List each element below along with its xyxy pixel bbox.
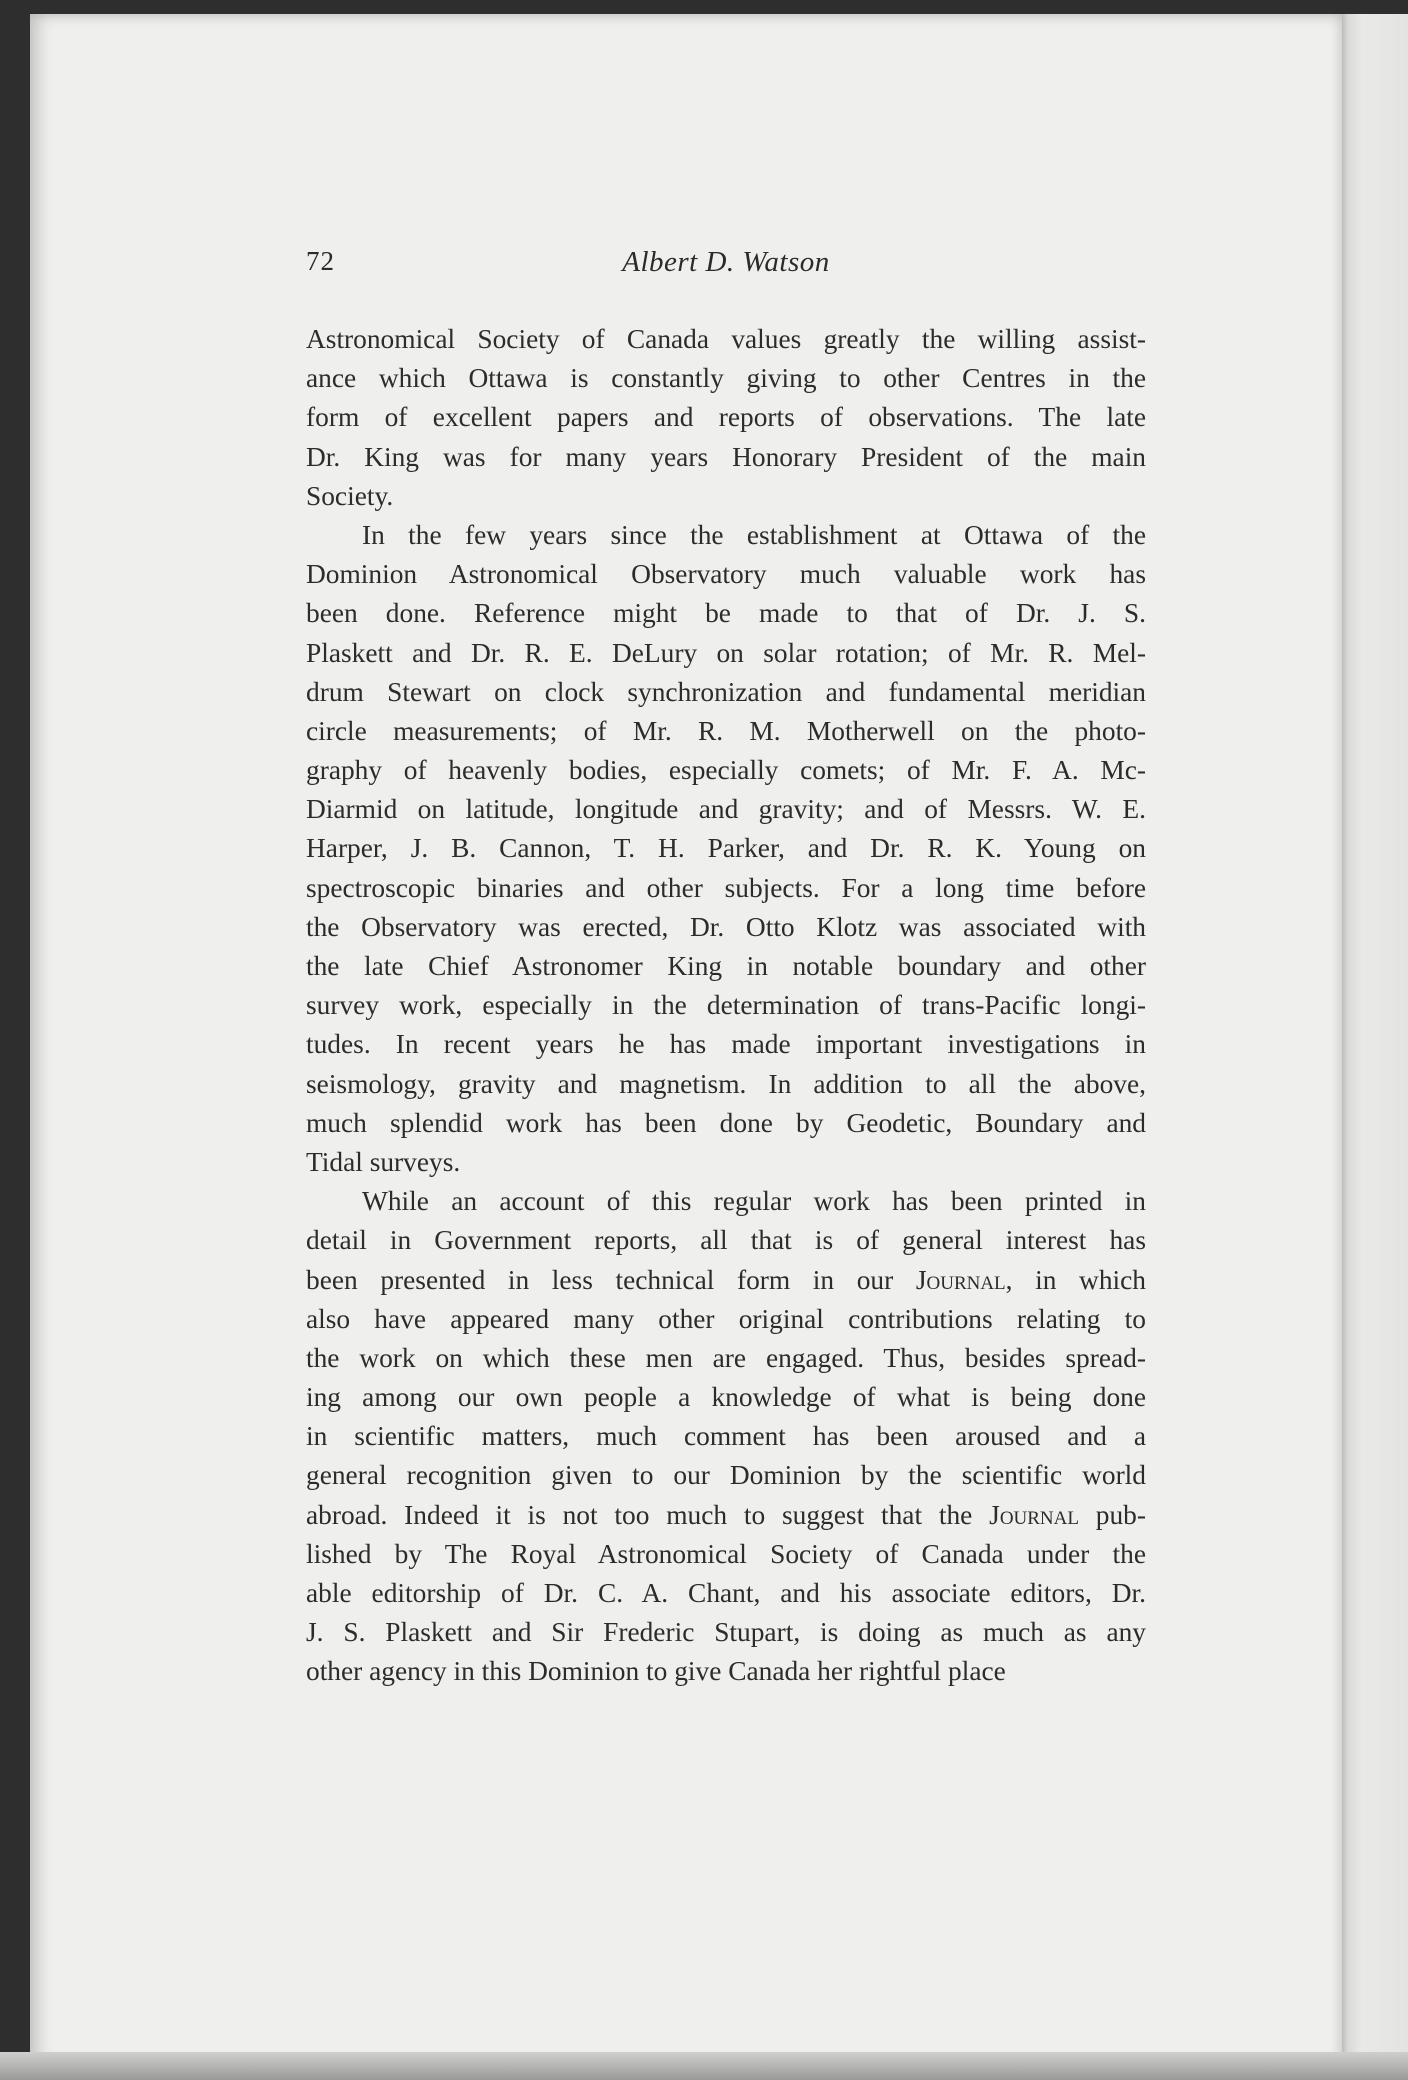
page-header — [306, 246, 1146, 288]
text-line: seismology, gravity and magnetism. In addition to all the above, — [306, 1068, 1146, 1099]
text-line: Diarmid on latitude, longitude and gravity; and of Messrs. W. E. — [306, 794, 1146, 825]
text-line: able editorship of Dr. C. A. Chant, and his associate editors, Dr. — [306, 1578, 1146, 1608]
body-text — [306, 320, 1146, 1692]
text-line: drum Stewart on clock synchronization and fundamental meridian — [306, 676, 1146, 707]
text-line smallcaps: been presented in less technical form in our Journal, in which — [306, 1264, 1146, 1295]
text-line: other agency in this Dominion to give Canada her rightful place — [306, 1656, 1006, 1687]
scan-bottom-edge — [0, 2052, 1408, 2080]
text-line: ance which Ottawa is constantly giving to other Centres in the — [306, 363, 1146, 394]
page-number: 72 — [306, 246, 335, 276]
text-line: Plaskett and Dr. R. E. DeLury on solar rotation; of Mr. R. Mel- — [306, 637, 1146, 668]
text-line: survey work, especially in the determination of trans-Pacific longi- — [306, 990, 1146, 1021]
text-line smallcaps: abroad. Indeed it is not too much to suggest that the Journal pub- — [306, 1499, 1147, 1530]
text-line: circle measurements; of Mr. R. M. Motherwell on the photo- — [306, 715, 1146, 746]
text-line: tudes. In recent years he has made important investigations in — [306, 1029, 1146, 1060]
text-line: been done. Reference might be made to that of Dr. J. S. — [306, 598, 1146, 629]
text-line: While an account of this regular work has been printed in — [362, 1186, 1146, 1217]
text-line: also have appeared many other original contributions relating to — [306, 1303, 1146, 1334]
text-line: J. S. Plaskett and Sir Frederic Stupart, is doing as much as any — [306, 1617, 1146, 1648]
text-line: spectroscopic binaries and other subjects. For a long time before — [306, 872, 1146, 903]
text-line: in scientific matters, much comment has been aroused and a — [306, 1421, 1146, 1452]
next-page-edge — [1342, 14, 1408, 2066]
text-line: the work on which these men are engaged. Thus, besides spread- — [306, 1342, 1146, 1373]
text-line: the late Chief Astronomer King in notable boundary and other — [306, 951, 1146, 981]
running-head: Albert D. Watson — [622, 246, 830, 278]
text-line: Dominion Astronomical Observatory much valuable work has — [306, 559, 1146, 590]
text-line: lished by The Royal Astronomical Society of Canada under the — [306, 1538, 1146, 1569]
text-line: the Observatory was erected, Dr. Otto Klotz was associated with — [306, 911, 1146, 942]
text-line: Society. — [306, 480, 394, 511]
text-line: Dr. King was for many years Honorary President of the main — [306, 441, 1146, 472]
text-line: form of excellent papers and reports of observations. The late — [306, 402, 1146, 433]
text-line: Harper, J. B. Cannon, T. H. Parker, and Dr. R. K. Young on — [306, 833, 1146, 864]
text-line: detail in Government reports, all that is of general interest has — [306, 1225, 1146, 1256]
text-line: In the few years since the establishment at Ottawa of the — [362, 519, 1146, 550]
text-line: ing among our own people a knowledge of what is being done — [306, 1382, 1146, 1413]
text-line: much splendid work has been done by Geodetic, Boundary and — [306, 1107, 1146, 1138]
text-line: Astronomical Society of Canada values greatly the willing assist- — [306, 324, 1146, 354]
text-line: Tidal surveys. — [306, 1146, 461, 1177]
text-line: general recognition given to our Dominion by the scientific world — [306, 1460, 1146, 1491]
text-line: graphy of heavenly bodies, especially comets; of Mr. F. A. Mc- — [306, 755, 1146, 786]
